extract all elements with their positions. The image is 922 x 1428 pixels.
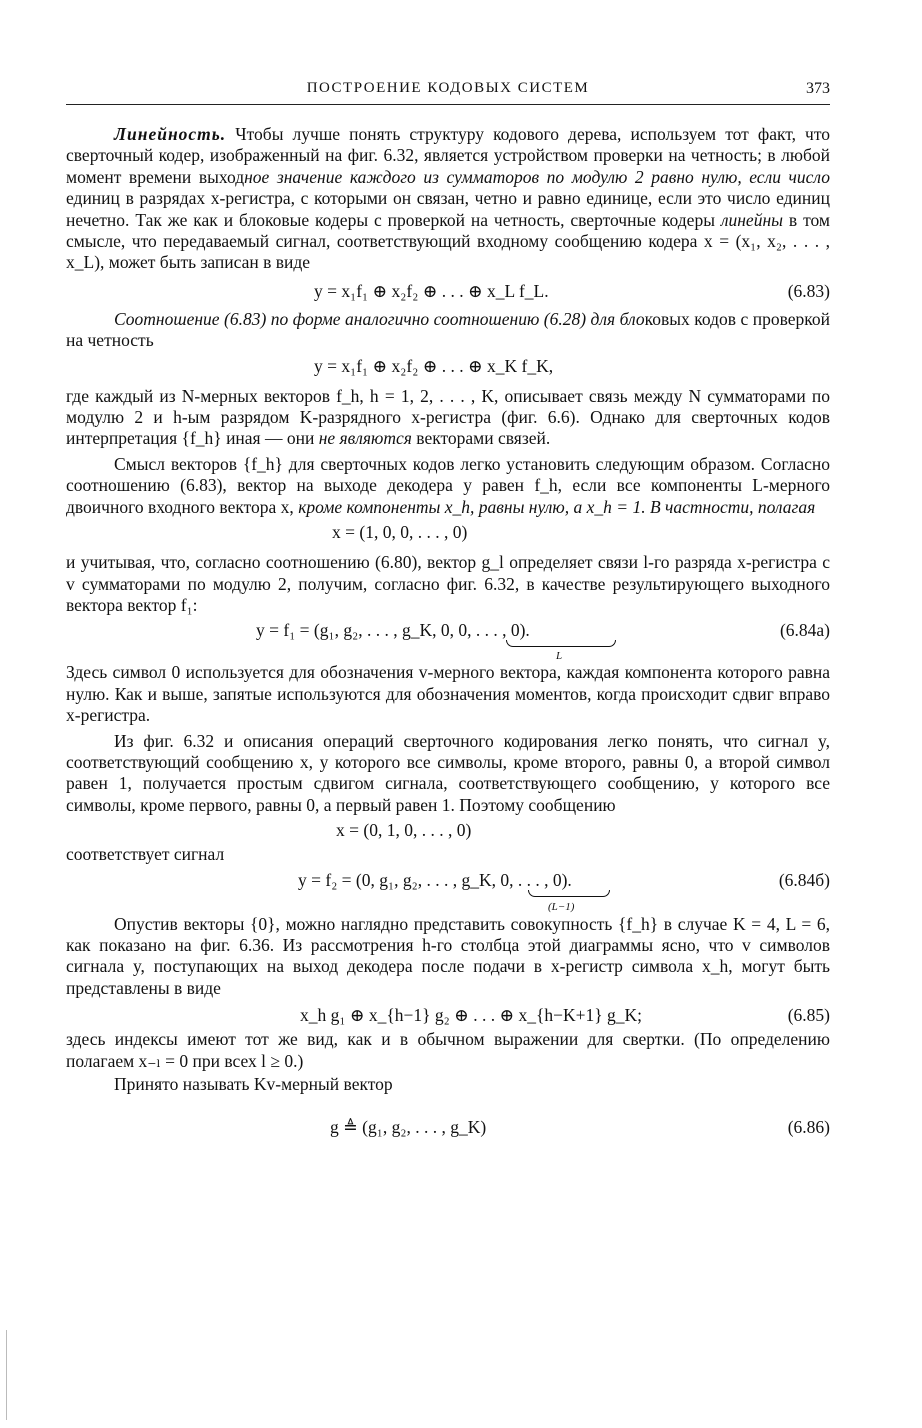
underbrace-label: L — [556, 650, 563, 663]
paragraph-linearity: Линейность. Чтобы лучше понять структуру кодового дерева, используем тот факт, что сверточный кодер, изображенный на фиг. 6.32, является устройством проверки на четность; в любой момент времени выходное значение каждого из сумматоров по модулю 2 равно нулю, если число единиц в разрядах x-регистра, с которыми он связан, четно и равно единице, если это число единиц нечетно. Так же как и блоковые кодеры с проверкой на четность, сверточные кодеры линейны в том смысле, что передаваемый сигнал, соответствующий входному сообщению кодера x = (x₁, x₂, . . . , x_L), может быть записан в виде — [66, 124, 831, 273]
paragraph-analogy: Соотношение (6.83) по форме аналогично соотношению (6.28) для блоковых кодов с проверкой на четность — [66, 308, 830, 351]
paragraph-meaning: Смысл векторов {f_h} для сверточных кодов легко установить следующим образом. Согласно соотношению (6.83), вектор на выходе декодера y равен f_h, если все компоненты L-мерного двоичного входного вектора x, кроме компоненты x_h, равны нулю, а x_h = 1. В частности, полагая — [66, 453, 830, 517]
equation-6-84b — [66, 866, 830, 913]
paragraph-indices: здесь индексы имеют тот же вид, как и в обычном выражении для свертки. (По определению полагаем x₋ₗ = 0 при всех l ≥ 0.) — [66, 1029, 830, 1071]
equation-formula: x = (0, 1, 0, . . . , 0) — [336, 820, 472, 841]
equation-formula: y = f₁ = (g₁, g₂, . . . , g_K, 0, 0, . . . , 0). — [256, 620, 530, 641]
equation-number: (6.84а) — [779, 620, 830, 641]
paragraph-result: и учитывая, что, согласно соотношению (6.80), вектор g_l определяет связи l-го разряда x-регистра с v сумматорами по модулю 2, получим, согласно фиг. 6.32, в качестве результирующего выходного вектора вектор f₁: — [66, 552, 830, 615]
running-header — [66, 80, 830, 105]
running-title: ПОСТРОЕНИЕ КОДОВЫХ СИСТЕМ — [306, 80, 590, 96]
equation-6-84a — [66, 616, 830, 663]
paragraph-vectors: где каждый из N-мерных векторов f_h, h = 1, 2, . . . , K, описывает связь между N сумматорами по модулю 2 и h-ым разрядом K-разрядного x-регистра (фиг. 6.6). Однако для сверточных кодов интерпретация {f_h} иная — они не являются векторами связей. — [66, 385, 830, 449]
equation-formula: g ≜ (g₁, g₂, . . . , g_K) — [330, 1117, 487, 1138]
equation-formula: y = f₂ = (0, g₁, g₂, . . . , g_K, 0, . . . , 0). — [298, 869, 572, 890]
paragraph-diagram: Опустив векторы {0}, можно наглядно представить совокупность {f_h} в случае K = 4, L = 6, как показано на фиг. 6.36. Из рассмотрения h-го столбца этой диаграммы ясно, что v символов сигнала y, поступающих на выход декодера после подачи в x-регистр символа x_h, могут быть представлены в виде — [66, 913, 830, 998]
equation-x-second — [66, 816, 830, 844]
equation-block-code — [66, 352, 830, 380]
body-text — [66, 124, 830, 1141]
section-lead: Линейность. — [114, 124, 227, 144]
paragraph-shift: Из фиг. 6.32 и описания операций сверточного кодирования легко понять, что сигнал y, соответствующий сообщению x, у которого все символы, кроме второго, равны 0, а второй символ равен 1, получается простым сдвигом сигнала, соответствующего сообщению, у которого все символы, кроме первого, равны 0, а первый равен 1. Поэтому сообщению — [66, 730, 830, 815]
equation-6-83 — [66, 277, 830, 305]
paragraph-naming: Принято называть Kv-мерный вектор — [114, 1074, 393, 1094]
scan-margin-mark — [6, 1330, 7, 1420]
equation-number: (6.84б) — [778, 869, 830, 890]
page-number: 373 — [806, 80, 830, 97]
equation-formula: x_h g₁ ⊕ x_{h−1} g₂ ⊕ . . . ⊕ x_{h−K+1} g_K; — [300, 1005, 643, 1026]
equation-number: (6.85) — [787, 1005, 830, 1026]
equation-formula: y = x₁f₁ ⊕ x₂f₂ ⊕ . . . ⊕ x_K f_K, — [314, 355, 554, 376]
paragraph-zero-symbol: Здесь символ 0 используется для обозначения v-мерного вектора, каждая компонента которого равна нулю. Как и выше, запятые используются для обозначения моментов, когда происходит сдвиг вправо x-регистра. — [66, 662, 830, 726]
equation-6-86 — [66, 1113, 830, 1141]
equation-x-first — [66, 518, 830, 546]
equation-6-85 — [66, 1001, 830, 1029]
equation-number: (6.83) — [787, 280, 830, 301]
equation-formula: x = (1, 0, 0, . . . , 0) — [332, 522, 468, 543]
underbrace-label: (L−1) — [548, 900, 575, 913]
equation-formula: y = x₁f₁ ⊕ x₂f₂ ⊕ . . . ⊕ x_L f_L. — [314, 280, 549, 301]
paragraph-corresponds: соответствует сигнал — [66, 844, 225, 865]
equation-number: (6.86) — [787, 1117, 830, 1138]
